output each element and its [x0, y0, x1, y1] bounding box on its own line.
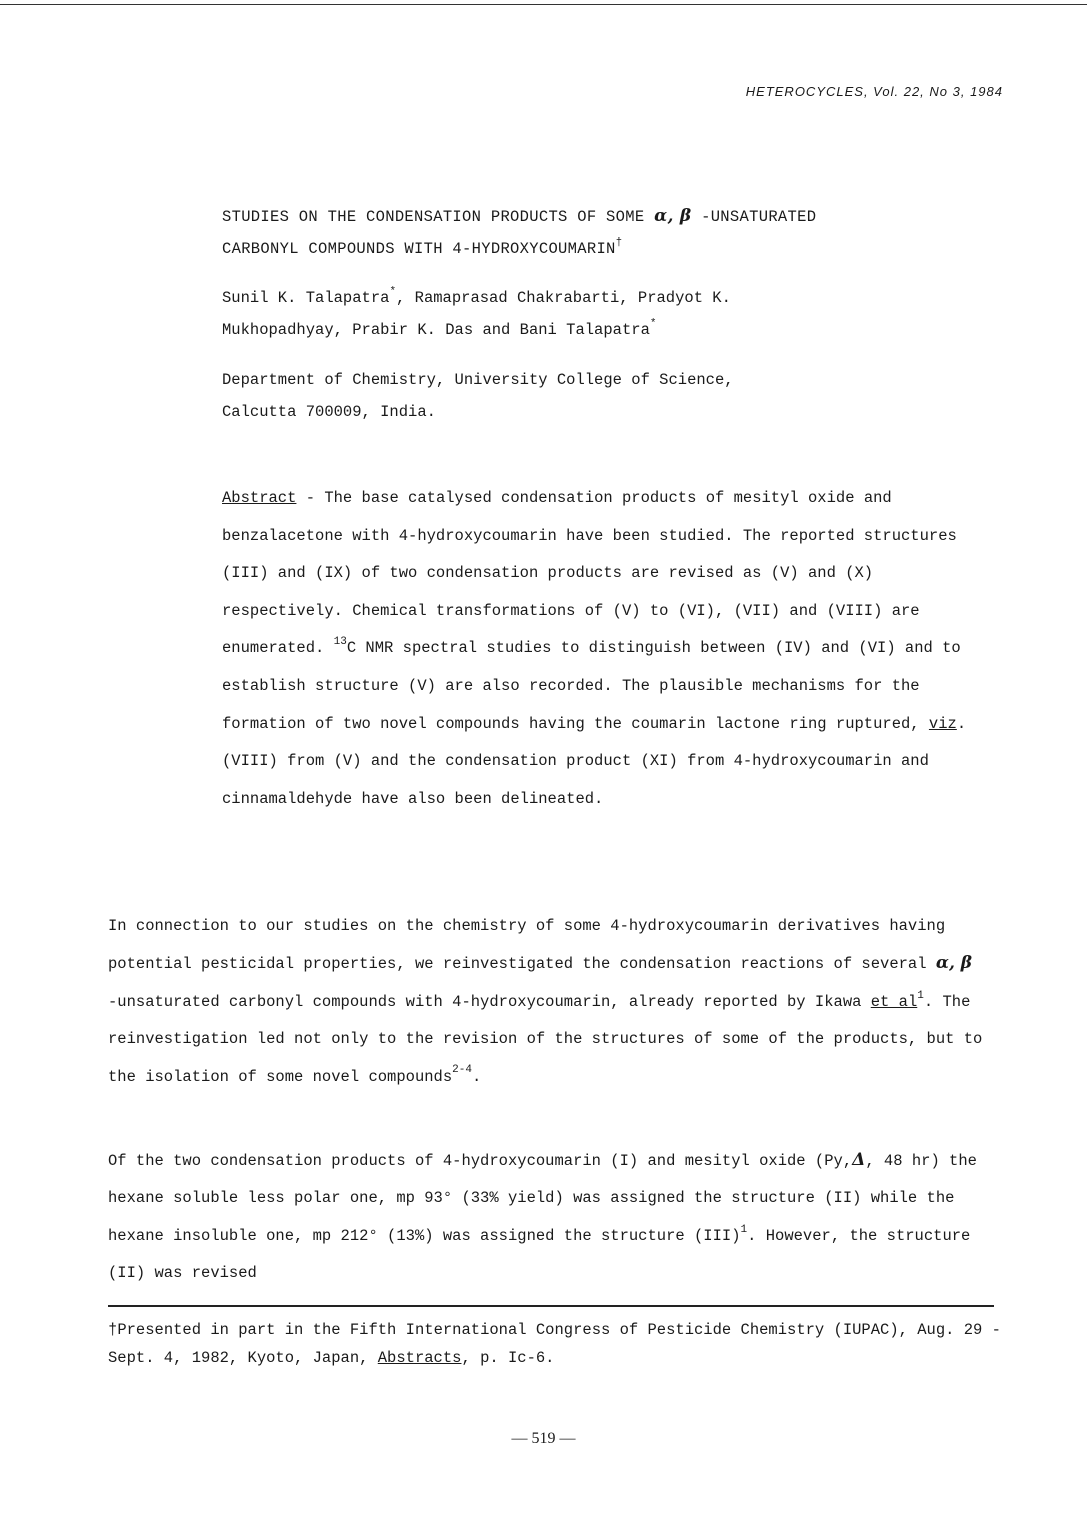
abstract-viz: viz — [928, 714, 957, 733]
body-paragraph-2 — [108, 1142, 988, 1293]
article-title — [222, 200, 982, 265]
author-2: , Ramaprasad Chakrabarti, Pradyot K. — [396, 289, 731, 307]
p2-text-a: Of the two condensation products of 4-hydroxycoumarin (I) and mesityl oxide (Py, — [108, 1152, 853, 1170]
abstract-text-1: The base catalysed condensation products of mesityl oxide and benzalacetone with 4-hydroxycoumarin have been studied. The reported structures (III) and (IX) of two condensation products are revised as (V) and (X) respectively. Chemical transformations of (V) to (VI), (VII) and (VIII) are enumerated. — [222, 489, 957, 658]
p1-text-b: -unsaturated carbonyl compounds with 4-hydroxycoumarin, already reported by Ikawa — [108, 992, 862, 1011]
p1-et-al: et al — [870, 992, 918, 1011]
abstract-dash: - — [296, 489, 325, 507]
p1-text-c: . The reinvestigation led not only to the revision of the structures of some of the products, but to the isolation of some novel compounds — [108, 992, 983, 1086]
p2-text-b: , 48 hr) the hexane soluble less polar one, mp 93° (33% yield) was assigned the structure (II) while the hexane insoluble one, mp 212° (13%) was assigned the structure (III) — [108, 1152, 977, 1245]
p2-ref-1: 1 — [740, 1223, 748, 1236]
corresponding-star-1: * — [389, 285, 397, 298]
p2-delta: Δ — [852, 1150, 866, 1170]
p1-ref-1: 1 — [917, 989, 924, 1002]
title-line2: CARBONYL COMPOUNDS WITH 4-HYDROXYCOUMARIN — [222, 240, 616, 258]
body-paragraph-1 — [108, 908, 988, 1096]
abstract-sup-13: 13 — [333, 636, 347, 649]
footnote — [108, 1316, 1008, 1372]
abstract-text-3: . (VIII) from (V) and the condensation product (XI) from 4-hydroxycoumarin and cinnamaldehyde have also been delineated. — [222, 714, 967, 808]
p1-text-a: In connection to our studies on the chemistry of some 4-hydroxycoumarin derivatives having potential pesticidal properties, we reinvestigated the condensation reactions of several — [108, 917, 946, 974]
title-greek-alpha-beta: α, β — [654, 206, 692, 226]
p1-text-d: . — [471, 1067, 482, 1086]
abstract-label: Abstract — [222, 489, 297, 507]
footnote-text-2: , p. Ic-6. — [461, 1349, 555, 1367]
title-part1: STUDIES ON THE CONDENSATION PRODUCTS OF SOME — [222, 208, 645, 226]
footnote-divider — [108, 1305, 994, 1307]
author-list — [222, 282, 982, 346]
abstract-paragraph — [222, 480, 982, 818]
journal-header: HETEROCYCLES, Vol. 22, No 3, 1984 — [745, 84, 1003, 99]
footnote-abstracts: Abstracts — [377, 1349, 462, 1367]
affiliation-line2: Calcutta 700009, India. — [222, 403, 436, 421]
footnote-dagger: † — [108, 1321, 118, 1339]
corresponding-star-2: * — [649, 317, 657, 330]
title-part2: -UNSATURATED — [701, 208, 817, 226]
p2-text-c: . However, the structure (II) was revised — [108, 1226, 971, 1283]
p1-ref-2-4: 2-4 — [452, 1064, 472, 1077]
affiliation — [222, 364, 982, 428]
title-dagger: † — [615, 236, 623, 249]
affiliation-line1: Department of Chemistry, University College of Science, — [222, 371, 734, 389]
footnote-text-1: Presented in part in the Fifth International Congress of Pesticide Chemistry (IUPAC), Aug. 29 - Sept. 4, 1982, Kyoto, Japan, — [108, 1321, 1001, 1367]
page-number: — 519 — — [511, 1430, 576, 1447]
p1-greek-alpha-beta: α, β — [935, 953, 973, 974]
abstract-text-2: C NMR spectral studies to distinguish between (IV) and (VI) and to establish structure (V) are also recorded. The plausible mechanisms for the formation of two novel compounds having the coumarin lactone ring ruptured, — [222, 639, 961, 733]
author-3: Mukhopadhyay, Prabir K. Das and Bani Talapatra — [222, 321, 650, 339]
author-1: Sunil K. Talapatra — [222, 289, 390, 307]
top-border-line — [0, 4, 1087, 5]
